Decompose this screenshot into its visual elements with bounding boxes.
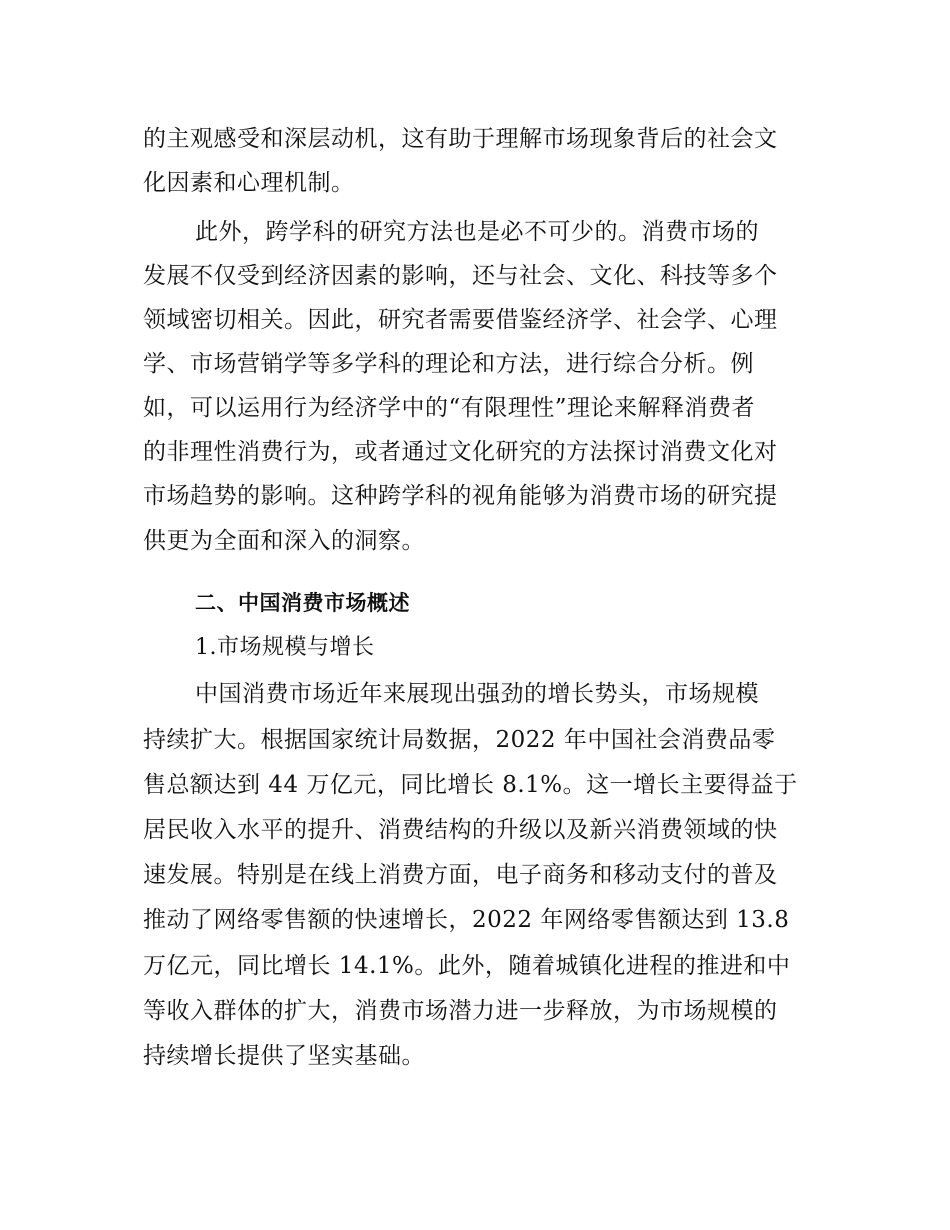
paragraph-line: 万亿元，同比增长 14.1%。此外，随着城镇化进程的推进和中: [143, 953, 791, 979]
paragraph-line: 等收入群体的扩大，消费市场潜力进一步释放，为市场规模的: [143, 998, 778, 1024]
paragraph-line: 居民收入水平的提升、消费结构的升级以及新兴消费领域的快: [143, 817, 778, 843]
paragraph-line: 持续增长提供了坚实基础。: [143, 1043, 425, 1069]
paragraph-line: 速发展。特别是在线上消费方面，电子商务和移动支付的普及: [143, 862, 778, 888]
paragraph-line: 中国消费市场近年来展现出强劲的增长势头，市场规模: [195, 681, 759, 707]
paragraph-line: 的非理性消费行为，或者通过文化研究的方法探讨消费文化对: [143, 439, 778, 465]
paragraph-line: 推动了网络零售额的快速增长，2022 年网络零售额达到 13.8: [143, 907, 790, 933]
section-heading: 二、中国消费市场概述: [195, 591, 410, 615]
paragraph-line: 售总额达到 44 万亿元，同比增长 8.1%。这一增长主要得益于: [143, 772, 798, 798]
paragraph-line: 如，可以运用行为经济学中的“有限理性”理论来解释消费者: [143, 395, 756, 421]
paragraph-line: 此外，跨学科的研究方法也是必不可少的。消费市场的: [195, 219, 759, 245]
paragraph-line: 持续扩大。根据国家统计局数据，2022 年中国社会消费品零: [143, 727, 776, 753]
subsection-heading: 1.市场规模与增长: [195, 635, 375, 660]
paragraph-line: 市场趋势的影响。这种跨学科的视角能够为消费市场的研究提: [143, 483, 778, 509]
paragraph-line: 化因素和心理机制。: [143, 170, 355, 196]
paragraph-line: 学、市场营销学等多学科的理论和方法，进行综合分析。例: [143, 351, 754, 377]
paragraph-line: 供更为全面和深入的洞察。: [143, 528, 425, 554]
paragraph-line: 的主观感受和深层动机，这有助于理解市场现象背后的社会文: [143, 126, 778, 152]
paragraph-line: 领域密切相关。因此，研究者需要借鉴经济学、社会学、心理: [143, 307, 778, 333]
paragraph-line: 发展不仅受到经济因素的影响，还与社会、文化、科技等多个: [143, 263, 778, 289]
